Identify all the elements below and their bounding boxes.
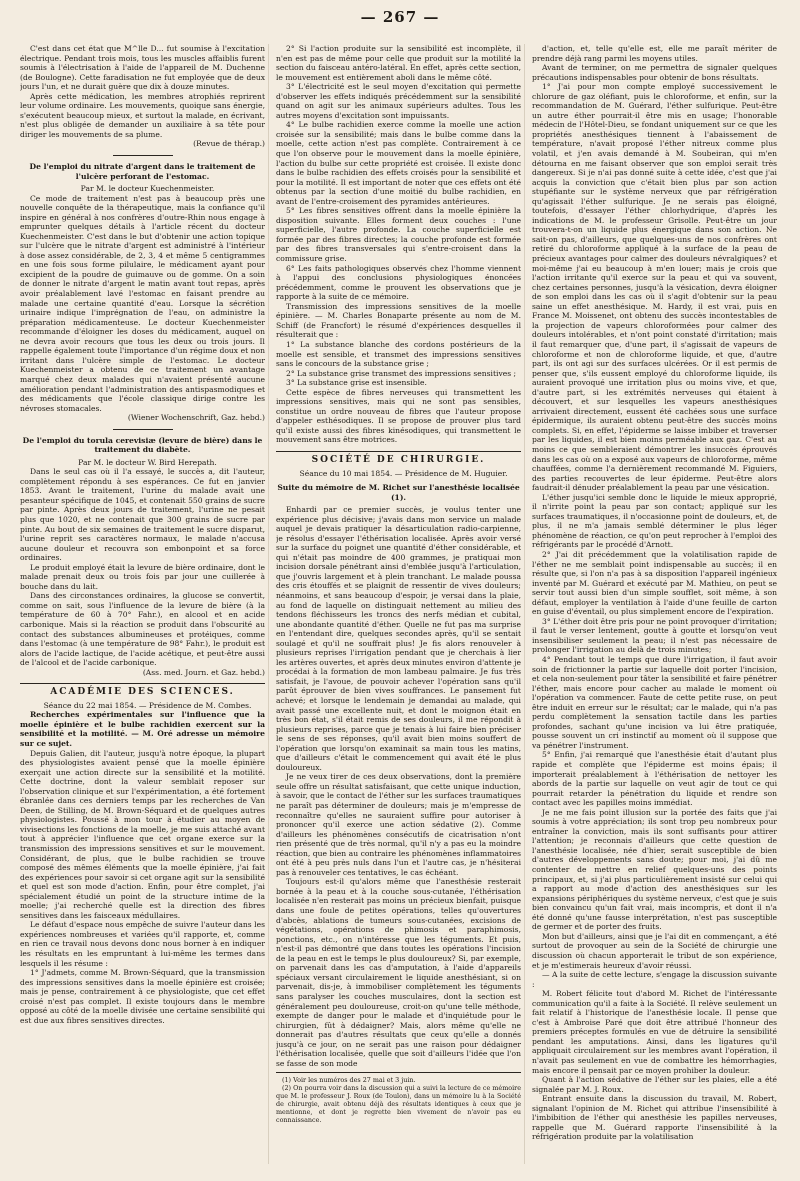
paragraph: M. Robert félicite tout d'abord M. Richet de l'intéressante communication qu'il a faite à la Société. Il relève seulement un fait relatif à l'historique de l'anesthésie locale. Il pense que c'est à Ambroise Paré que doit être attribué l'honneur des premiers préceptes formulés en vue de détruire la sensibilité pendant les amputations. Ainsi, dans les ligatures qu'il appliquait circulairement sur les membres avant l'opération, il n'avait pas seulement en vue de combattre les hémorrhagies, mais encore il pensait par ce moyen prohiber la douleur. — [532, 989, 777, 1075]
paragraph: Avant de terminer, on me permettra de signaler quelques précautions indispensables pour obtenir de bons résultats. — [532, 63, 777, 82]
paragraph: 6° Les faits pathologiques observés chez l'homme viennent à l'appui des conclusions physiologiques énoncées précédemment, comme le prouvent les observations que je rapporte à la suite de ce mémoire. — [276, 263, 521, 302]
column-divider — [268, 44, 269, 1164]
paragraph: Ce mode de traitement n'est pas à beaucoup près une nouvelle conquête de la thérapeutique, mais la confiance qu'il inspire en général à nos confrères d'outre-Rhin nous engage à emprunter quelques détails à l'article récent du docteur Kuechenmeister. C'est dans le but d'obtenir une action topique sur l'ulcère que le nitrate d'argent est administré à l'intérieur à dose assez considérable, de 2, 3, 4 et même 5 centigrammes en une fois sous forme pilulaire, le médicament ayant pour excipient de la poudre de guimauve ou de gomme. On a soin de donner le nitrate d'argent le matin avant tout repas, après avoir préalablement lavé l'estomac en faisant prendre au malade une certaine quantité d'eau. Lorsque la sécrétion urinaire indique l'imprégnation de l'eau, on administre la préparation médicamenteuse. Le docteur Kuechenmeister recommande d'éloigner les doses du médicament, auquel on ne devra avoir recours que tous les deux ou trois jours. Il rappelle également toute l'importance d'un régime doux et non irritant dans l'ulcère simple de l'estomac. Le docteur Kuechenmeister a obtenu de ce traitement un avantage marqué chez deux malades qui n'avaient présenté aucune amélioration pendant l'administration des antispasmodiques et des médicaments que l'école classique dirige contre les névroses stomacales. — [20, 193, 265, 413]
article-heading: De l'emploi du torula cerevisiæ (levure de bière) dans le traitement du diabète. — [22, 435, 263, 455]
citation: (Ass. med. Journ. et Gaz. hebd.) — [142, 667, 265, 677]
column-divider — [524, 44, 525, 1164]
column-middle — [276, 44, 521, 1172]
paragraph: Depuis Galien, dit l'auteur, jusqu'à notre époque, la plupart des physiologistes avaient pensé que la moelle épinière exerçait une action directe sur la sensibilité et la motilité. Cette doctrine, dont la valeur semblait reposer sur l'observation clinique et sur l'expérimentation, a été fortement ébranlée dans ces derniers temps par les recherches de Van Deen, de Stilling, de M. Brown-Séquard et de quelques autres physiologistes. Poussé à mon tour à étudier au moyen de vivisections les fonctions de la moelle, je me suis attaché avant tout à apprécier l'influence que cet organe exerce sur la transmission des impressions sensitives et sur le mouvement. Considérant, de plus, que le bulbe rachidien se trouve composé des mêmes éléments que la moelle épinière, j'ai fait des expériences pour savoir si cet organe agit sur la sensibilité et quel est son mode d'action. Enfin, pour être complet, j'ai spécialement étudié un point de la structure intime de la moelle; j'ai recherché quelle est la direction des fibres sensitives dans les faisceaux médullaires. — [20, 748, 265, 920]
paragraph: Transmission des impressions sensitives de la moelle épinière. — M. Charles Bonaparte présente au nom de M. Schiff (de Francfort) le résumé d'expériences desquelles il résulterait que : — [276, 301, 521, 340]
paragraph: — A la suite de cette lecture, s'engage la discussion suivante : — [532, 970, 777, 989]
article-heading: De l'emploi du nitrate d'argent dans le traitement de l'ulcère perforant de l'estomac. — [29, 162, 256, 181]
paragraph: 4° Pendant tout le temps que dure l'irrigation, il faut avoir soin de frictionner la partie sur laquelle doit porter l'incision, et cela non-seulement pour tâter la sensibilité et faire pénétrer l'éther, mais encore pour cacher au malade le moment où l'opération va commencer. Faute de cette petite ruse, on peut être induit en erreur sur le résultat; car le malade, qui n'a pas perdu complètement la sensation tactile dans les parties profondes, sachant qu'une incision va lui être pratiquée, pousse souvent un cri instinctif au moment où il suppose que va pénétrer l'instrument. — [532, 655, 777, 750]
paragraph: Le produit employé était la levure de bière ordinaire, dont le malade prenait deux ou trois fois par jour une cuillerée à bouche dans du lait. — [20, 562, 265, 591]
paragraph: 1° La substance blanche des cordons postérieurs de la moelle est sensible, et transmet des impressions sensitives sans le concours de la substance grise ; — [276, 339, 521, 369]
paragraph: Je ne me fais point illusion sur la portée des faits que j'ai soumis à votre appréciation; ils sont trop peu nombreux pour entraîner la conviction, mais ils sont suffisants pour attirer l'attention; je reconnais d'ailleurs que cette question de l'anesthésie localisée, née d'hier, serait susceptible de bien d'autres développements sans doute; pour moi, j'ai dû me contenter de mettre en relief quelques-uns des points principaux, et, si j'ai plus particulièrement insisté sur celui qui a rapport au mode d'action des anesthésiques sur les expansions périphériques du système nerveux, c'est que je suis bien convaincu qu'un fait vrai, mais incompris, et dont il n'a été donné qu'une fausse interprétation, n'est pas susceptible de germer et de porter des fruits. — [532, 807, 777, 932]
paragraph: Dans le seul cas où il l'a essayé, le succès a, dit l'auteur, complètement répondu à ses espérances. Ce fut en janvier 1853. Avant le traitement, l'urine du malade avait une pesanteur spécifique de 1045, et contenait 550 grains de sucre par pinte. Après deux jours de traitement, l'urine ne pesait plus que 1020, et ne contenait que 300 grains de sucre par pinte. Au bout de six semaines de traitement le sucre disparut, l'urine reprit ses caractères normaux, le malade n'accusa aucune douleur et recouvra son embonpoint et sa force ordinaires. — [20, 467, 265, 563]
paragraph: Enhardi par ce premier succès, je voulus tenter une expérience plus décisive; j'avais dans mon service un malade auquel je devais pratiquer la désarticulation radio-carpienne, je résolus d'essayer l'éthérisation localisée. Après avoir versé sur la surface du poignet une quantité d'éther considérable, et qui n'était pas moindre de 400 grammes, je pratiquai mon incision dorsale pénétrant ainsi d'emblée jusqu'à l'articulation, que j'ouvris largement et à plein tranchant. Le malade poussa des cris étouffés et se plaignit de ressentir de vives douleurs; néanmoins, et sans beaucoup d'espoir, je versai dans la plaie, au fond de laquelle on distinguait nettement au milieu des tendons fléchisseurs les troncs des nerfs médian et cubital, une abondante quantité d'éther. Quelle ne fut pas ma surprise en l'entendant dire, quelques secondes après, qu'il se sentait soulagé et qu'il ne souffrait plus! Je fis alors renouveler à plusieurs reprises l'irrigation pendant que je cherchais à lier les artères ouvertes, et après deux minutes environ d'attente je procédai à la formation de mon lambeau palmaire. Je fus très satisfait, je l'avoue, de pouvoir achever l'opération sans qu'il parût éprouver de bien vives souffrances. Le pansement fut achevé; et lorsque le lendemain je demandai au malade, qui avait passé une excellente nuit, et dont le moignon était en très bon état, s'il était remis de ses douleurs, il me répondit à plusieurs reprises, parce que je tenais à lui faire bien préciser le sens de ses réponses, qu'il avait bien moins souffert de l'opération que lorsqu'on examinait sa main tous les matins, que d'ailleurs c'était le commencement qui avait été le plus douloureux. — [276, 505, 521, 772]
paragraph: 2° J'ai dit précédemment que la volatilisation rapide de l'éther ne me semblait point indispensable au succès; il en résulte que, si l'on n'a pas à sa disposition l'appareil ingénieux inventé par M. Guérard et exécuté par M. Mathieu, on peut se servir tout aussi bien d'un simple soufflet, soit même, à son défaut, employer la ventilation à l'aide d'une feuille de carton en guise d'éventail, ou plus simplement encore de l'expiration. — [532, 549, 777, 617]
paragraph: 5° Enfin, j'ai remarqué que l'anesthésie était d'autant plus rapide et complète que l'épiderme est moins épais; il importerait préalablement à l'éthérisation de nettoyer les abords de la partie sur laquelle on veut agir de tout ce qui pourrait retarder la pénétration du liquide et rendre son contact avec les papilles moins immédiat. — [532, 750, 777, 808]
session-line: Séance du 10 mai 1854. — Présidence de M. Huguier. — [299, 468, 508, 478]
paragraph: L'éther jusqu'ici semble donc le liquide le mieux approprié, il n'irrite point la peau par son contact; appliqué sur les surfaces traumatiques, il n'occasionne point de douleurs, et, de plus, il ne m'a jamais semblé déterminer le plus léger phénomène de réaction, ce qu'on peut reprocher à l'emploi des réfrigérants par le procédé d'Arnott. — [532, 492, 777, 550]
paragraph: 3° L'éther doit être pris pour ne point provoquer d'irritation; il faut le verser lentement, goutte à goutte et lorsqu'on veut insensibiliser seulement la peau; il n'est pas nécessaire de prolonger l'irrigation au delà de trois minutes; — [532, 616, 777, 655]
article-heading: Suite du mémoire de M. Richet sur l'anesthésie localisée (1). — [277, 483, 520, 502]
paragraph: d'action, et, telle qu'elle est, elle me paraît mériter de prendre déjà rang parmi les moyens utiles. — [532, 44, 777, 63]
section-title: ACADÉMIE DES SCIENCES. — [20, 683, 265, 698]
paragraph: Cette espèce de fibres nerveuses qui transmettent les impressions sensitives, mais qui ne sont pas sensibles, constitue un ordre nouveau de fibres que l'auteur propose d'appeler esthésodiques. Il se propose de prouver plus tard qu'il existe aussi des fibres kinésodiques, qui transmettent le mouvement sans être motrices. — [276, 387, 521, 445]
byline: Par M. le docteur Kuechenmeister. — [80, 184, 215, 194]
paragraph: 4° Le bulbe rachidien exerce comme la moelle une action croisée sur la sensibilité; mais dans le bulbe comme dans la moelle, cette action n'est pas complète. Contrairement à ce que l'on observe pour le mouvement dans la moelle épinière, l'action du bulbe sur cette propriété est croisée. Il existe donc dans le bulbe rachidien des effets croisés pour la sensibilité et pour la motilité. Il est important de noter que ces effets ont été obtenus par la section d'une moitié du bulbe rachidien, en avant de l'entre-croisement des pyramides antérieures. — [276, 120, 521, 206]
paragraph: 1° J'admets, comme M. Brown-Séquard, que la transmission des impressions sensitives dans la moelle épinière est croisée; mais je pense, contrairement à ce physiologiste, que cet effet croisé n'est pas complet. Il existe toujours dans le membre opposé au côté de la moelle divisée une certaine sensibilité qui est due aux fibres sensitives directes. — [20, 968, 265, 1025]
paragraph: Dans des circonstances ordinaires, la glucose se convertit, comme on sait, sous l'influence de la levure de bière (à la température de 60 à 70° Fahr.), en alcool et en acide carbonique. Mais si la réaction se produit dans l'obscurité au contact des substances albumineuses et protéiques, comme dans l'estomac (à une température de 98° Fahr.), le produit est alors de l'acide lactique, de l'acide acétique, et peut-être aussi de l'alcool et de l'acide carbonique. — [20, 591, 265, 668]
paragraph: Mon but d'ailleurs, ainsi que je l'ai dit en commençant, a été surtout de provoquer au sein de la Société de chirurgie une discussion où chacun apporterait le tribut de son expérience, et je m'estimerais heureux d'avoir réussi. — [532, 931, 777, 970]
session-line: Séance du 22 mai 1854. — Présidence de M. Combes. — [43, 700, 252, 710]
paragraph: C'est dans cet état que M^lle D... fut soumise à l'excitation électrique. Pendant trois mois, tous les muscles affaiblis furent soumis à l'électrisation à l'aide de l'appareil de M. Duchenne (de Boulogne). Cette faradisation ne fut employée que de deux jours l'un, et ne durait guère que dix à douze minutes. — [20, 44, 265, 92]
paragraph: Après cette médication, les membres atrophiés reprirent leur volume ordinaire. Les mouvements, quoique sans énergie, s'exécutent beaucoup mieux, et surtout la malade, en écrivant, n'est plus obligée de demander un auxiliaire à sa tête pour diriger les mouvements de sa plume. — [20, 91, 265, 139]
citation: (Revue de thérap.) — [193, 139, 265, 149]
footnotes — [276, 1072, 521, 1124]
column-left — [20, 44, 265, 1172]
paragraph: 2° La substance grise transmet des impressions sensitives ; — [286, 368, 517, 378]
divider — [113, 429, 173, 430]
paragraph: 3° L'électricité est le seul moyen d'excitation qui permette d'observer les effets indiqués précédemment sur la sensibilité quand on agit sur les animaux supérieurs adultes. Tous les autres moyens d'excitation sont impuissants. — [276, 82, 521, 120]
column-right — [532, 44, 777, 1172]
citation: (Wiener Wochenschrift, Gaz. hebd.) — [127, 413, 265, 423]
paragraph: 1° J'ai pour mon compte employé successivement le chlorure de gaz oléfiant, puis le chloroforme, et enfin, sur la recommandation de M. Guérard, l'éther sulfurique. Peut-être un autre éther pourrait-il être mis en usage; l'honorable médecin de l'Hôtel-Dieu, se fondant uniquement sur ce que les propriétés anesthésiques tiennent à l'abaissement de température, n'avait proposé l'éther nitreux comme plus volatil, et j'en avais demandé à M. Soubeiran, qui m'en détourna en me faisant observer que son emploi serait très dangereux. Si je n'ai pas donné suite à cette idée, c'est que j'ai acquis la conviction que c'était bien plus par son action stupéfiante sur le système nerveux que par réfrigération qu'agissait l'éther sulfurique. Je ne serais pas éloigné, toutefois, d'essayer l'éther chlorhydrique, d'après les indications de M. le professeur Grisolle. Peut-être un jour trouvera-t-on un liquide plus énergique dans son action. Ne sait-on pas, d'ailleurs, que quelques-uns de nos confrères ont retiré du chloroforme appliqué à la surface de la peau de précieux avantages pour calmer des douleurs névralgiques? et moi-même j'ai eu beaucoup à m'en louer; mais je crois que l'action irritante qu'il exerce sur la peau et qui va souvent, chez certaines personnes, jusqu'à la vésication, devra éloigner de son emploi dans les cas où il s'agit d'obtenir sur la peau saine un effet anesthésique. M. Hardy, il est vrai, puis en France M. Moissenet, ont obtenu des succès incontestables de la projection de vapeurs chloroformées pour calmer des douleurs intolérables, et n'ont point constaté d'irritation; mais il faut remarquer que, d'une part, il s'agissait de vapeurs de chloroforme et non de chloroforme liquide, et que, d'autre part, ils ont agi sur des surfaces ulcérées. Or il est permis de penser que, s'ils eussent employé du chloroforme liquide, ils auraient provoqué une irritation plus ou moins vive, et que, d'autre part, si les extrémités nerveuses qui étaient à découvert, et sur lesquelles les vapeurs anesthésiques arrivaient directement, eussent été cachées sous une surface épidermique, ils auraient obtenu peut-être des succès moins complets. Si, en effet, l'épiderme se laisse imbiber et traverser par les liquides, il est bien moins perméable aux gaz. C'est au moins ce que sembleraient démontrer les insuccès éprouvés dans les cas où on a exposé aux vapeurs de chloroforme, même chauffées, comme l'a dernièrement recommandé M. Figuiers, des parties recouvertes de leur épiderme. Peut-être alors faudrait-il dénuder préalablement la peau par une vésication. — [532, 82, 777, 493]
byline: Par M. le docteur W. Bird Herepath. — [78, 457, 217, 467]
paragraph: 3° La substance grise est insensible. — [286, 378, 427, 388]
section-title: SOCIÉTÉ DE CHIRURGIE. — [276, 451, 521, 466]
paragraph: Entrant ensuite dans la discussion du travail, M. Robert, signalant l'opinion de M. Richet qui attribue l'insensibilité à l'imbibition de l'éther qui anesthésie les papilles nerveuses, rappelle que M. Guérard rapporte l'insensibilité à la réfrigération produite par la volatilisation — [532, 1094, 777, 1142]
article-heading: Recherches expérimentales sur l'influence que la moelle épinière et le bulbe rachidien exercent sur la sensibilité et la motilité. — M. Oré adresse un mémoire sur ce sujet. — [20, 710, 265, 748]
paragraph: Toujours est-il qu'alors même que l'anesthésie resterait bornée à la peau et à la couche sous-cutanée, l'éthérisation localisée n'en resterait pas moins un précieux bienfait, puisque dans une foule de petites opérations, telles qu'ouvertures d'abcès, ablations de tumeurs sous-cutanées, excisions de végétations, opérations de phimosis et paraphimosis, ponctions, etc., on n'intéresse que les téguments. Et puis, n'est-il pas démontré que dans toutes les opérations l'incision de la peau en est le temps le plus douloureux? Si, par exemple, on parvenait dans les cas d'amputation, à l'aide d'appareils spéciaux versant circulairement le liquide anesthésiant, si on parvenait, dis-je, à immobiliser complètement les téguments sans paralyser les couches musculaires, dont la section est généralement peu douloureuse, croit-on qu'une telle méthode, exempte de danger pour le malade et d'inquiétude pour le chirurgien, fût à dédaigner? Mais, alors même qu'elle ne donnerait pas d'autres résultats que ceux qu'elle a donnés jusqu'à ce jour, on ne serait pas une raison pour dédaigner l'éthérisation localisée, quelle que soit d'ailleurs l'idée que l'on se fasse de son mode — [276, 877, 521, 1068]
paragraph: 5° Les fibres sensitives offrent dans la moelle épinière la disposition suivante. Elles forment deux couches : l'une superficielle, l'autre profonde. La couche superficielle est formée par des fibres directes; la couche profonde est formée par des fibres transversales qui s'entre-croisent dans la commissure grise. — [276, 206, 521, 264]
divider — [113, 155, 173, 156]
paragraph: Quant à l'action sédative de l'éther sur les plaies, elle a été signalée par M. J. Roux. — [532, 1075, 777, 1094]
footnote: (2) On pourra voir dans la discussion qui a suivi la lecture de ce mémoire que M. le professeur J. Roux (de Toulon), dans un mémoire lu à la Société de chirurgie, avait obtenu déjà des résultats identiques à ceux que je mentionne, et dont je regrette bien vivement de n'avoir pas eu connaissance. — [276, 1084, 521, 1125]
paragraph: 2° Si l'action produite sur la sensibilité est incomplète, il n'en est pas de même pour celle que produit sur la motilité la section du faisceau antéro-latéral. En effet, après cette section, le mouvement est entièrement aboli dans le même côté. — [276, 44, 521, 82]
paragraph: Je ne veux tirer de ces deux observations, dont la première seule offre un résultat satisfaisant, que cette unique induction, à savoir, que le contact de l'éther sur les surfaces traumatiques ne paraît pas déterminer de douleurs; mais je m'empresse de reconnaître qu'elles ne sauraient suffire pour autoriser à prononcer qu'il exerce une action sédative (2). Comme d'ailleurs les phénomènes consécutifs de cicatrisation n'ont rien présenté que de très normal, qu'il n'y a pas eu la moindre réaction, que bien au contraire les phénomènes inflammatoires ont été à peu près nuls dans l'un et l'autre cas, je n'hésiterai pas à renouveler ces tentatives, le cas échéant. — [276, 772, 521, 877]
paragraph: Le défaut d'espace nous empêche de suivre l'auteur dans les expériences nombreuses et variées qu'il rapporte, et, comme en rien ce travail nous devons donc nous borner à en indiquer les résultats en les empruntant à lui-même les termes dans lesquels il les résume : — [20, 920, 265, 968]
footnote: (1) Voir les numéros des 27 mai et 3 juin. — [282, 1076, 416, 1085]
page-number: — 267 — — [360, 8, 440, 26]
